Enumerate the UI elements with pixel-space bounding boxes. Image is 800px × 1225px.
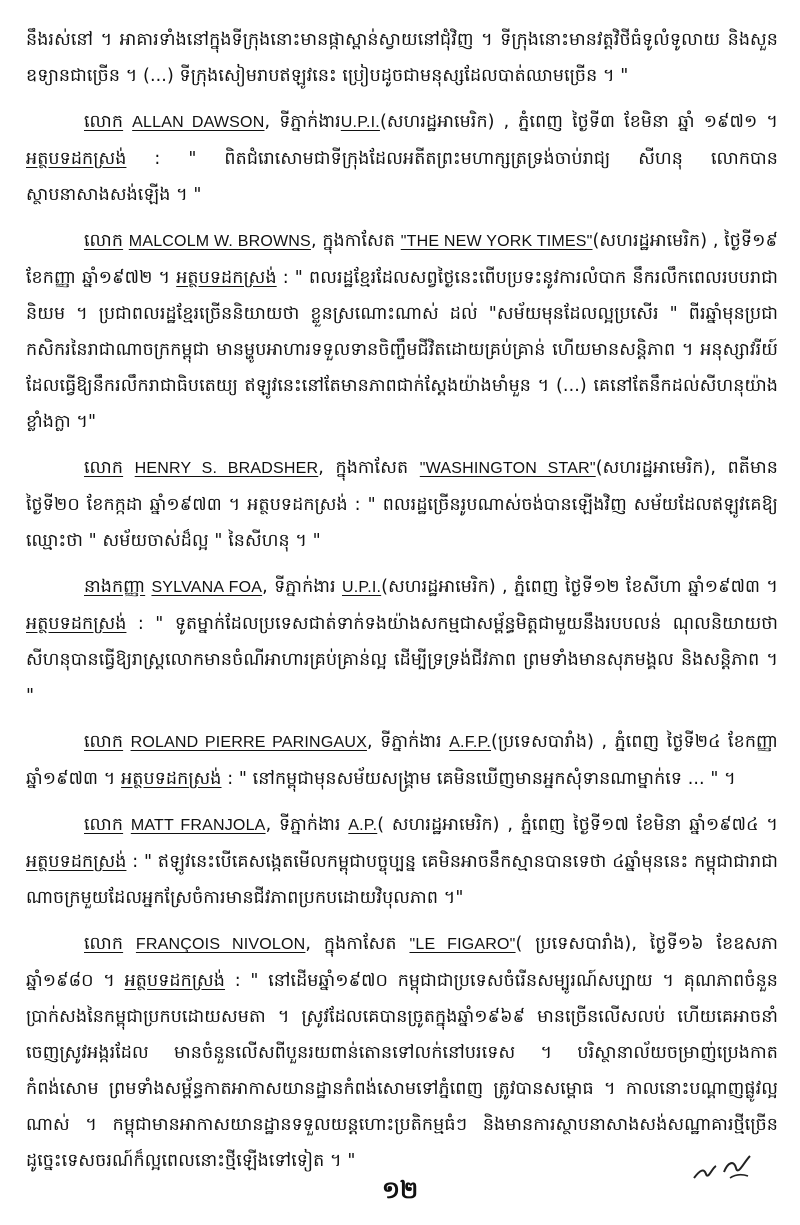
quote-entry bbox=[26, 807, 778, 916]
quote-text: : " ឥឡូវនេះបើគេសង្កេតមើលកម្ពុជាបច្ចុប្បន្ន គេមិនអាចនឹកស្មានបានទេថា ៤ឆ្នាំមុននេះ កម្ពុជាជារាជាណាចក្រមួយដែលអ្នកស្រែចំការមានជីវភាពប្រកបដោយវិបុលភាព ។" bbox=[26, 852, 778, 908]
organization-name: "WASHINGTON STAR" bbox=[419, 460, 596, 477]
entry-title: លោក bbox=[84, 112, 124, 132]
org-prefix: ក្នុងកាសែត bbox=[323, 934, 397, 954]
entry-separator: , bbox=[305, 934, 312, 954]
entry-separator: , bbox=[310, 231, 317, 251]
journalist-name: MATT FRANJOLA bbox=[130, 817, 266, 834]
organization-name: A.P. bbox=[348, 817, 378, 834]
quote-text: : " នៅដើមឆ្នាំ១៩៧០ កម្ពុជាជាប្រទេសចំរើនសម្បូរណ៍សប្បាយ ។ គុណភាពចំនួនប្រាក់សងនៃកម្ពុជាប្រកបដោយសមតា ។ ស្រូវដែលគេបានច្រូតក្នុងឆ្នាំ១៩៦៩ មានច្រើនលើសលប់ ហើយគេអាចនាំចេញស្រូវអង្ករដែល មានចំនួនលើសពីបួនរយពាន់តោនទៅលក់នៅបរទេស ។ បរិស្ថានាល័យចម្រាញ់ប្រេងកាតកំពង់សោម ព្រមទាំងសម្ព័ន្ធកាតអាកាសយានដ្ឋានកំពង់សោមទៅភ្នំពេញ ត្រូវបានសម្ពោធ ។ កាលនោះបណ្តាញផ្លូវល្អណាស់ ។ កម្ពុជាមានអាកាសយានដ្ឋានទទួលយន្តហោះប្រតិកម្មធំៗ និងមានការស្ថាបនាសាងសង់សណ្ឋាគារថ្មីច្រើន ដូច្នេះទេសចរណ៍ក៏ល្អពេលនោះថ្មីឡើងទៅទៀត ។ " bbox=[26, 971, 779, 1171]
quote-label: អត្ថបទដកស្រង់ bbox=[176, 268, 277, 288]
organization-name: "THE NEW YORK TIMES" bbox=[400, 233, 593, 250]
quote-text: : " ពលរដ្ឋខ្មែរដែលសព្វថ្ងៃនេះពើបប្រទះនូវការលំបាក នឹករលឹកពេលរបបរាជានិយម ។ ប្រជាពលរដ្ឋខ្មែរច្រើននិយាយថា ខ្លួនស្រណោះណាស់ ដល់ "សម័យមុនដែលល្អប្រសើរ " ពីរឆ្នាំមុនប្រជាកសិករនៃរាជាណាចក្រកម្ពុជា មានម្ហូបអាហារទទួលទានចិញ្ចឹមជីវិតដោយគ្រប់គ្រាន់ ហើយមានសន្តិភាព ។ អនុស្សាវរីយ៍ដែលធ្វើឱ្យនឹករលឹករាជាធិបតេយ្យ ឥឡូវនេះនៅតែមានភាពជាក់ស្តែងយ៉ាងមាំមួន ។ (...) គេនៅតែនឹកដល់សីហនុយ៉ាងខ្លាំងក្លា ។" bbox=[26, 268, 778, 432]
quote-label: អត្ថបទដកស្រង់ bbox=[26, 614, 127, 634]
quote-entry bbox=[26, 104, 778, 213]
quote-entry bbox=[26, 223, 778, 440]
organization-name: U.P.I. bbox=[340, 114, 380, 131]
quote-label: អត្ថបទដកស្រង់ bbox=[26, 149, 127, 169]
quote-label: អត្ថបទដកស្រង់ bbox=[121, 769, 222, 789]
journalist-name: ALLAN DAWSON bbox=[132, 114, 265, 131]
intro-text: នឹងរស់នៅ ។ អាគារទាំងនៅក្នុងទីក្រុងនោះមានផ្កាស្ពាន់ស្វាយនៅជុំវិញ ។ ទីក្រុងនោះមានវត្តវិថីធំទូលំទូលាយ និងសួនឧទ្យានជាច្រើន ។ (...) ទីក្រុងសៀមរាបឥឡូវនេះ ប្រៀបដូចជាមនុស្សដែលបាត់ឈាមច្រើន ។ " bbox=[26, 30, 778, 86]
document-body bbox=[26, 22, 778, 1189]
journalist-name: FRANÇOIS NIVOLON bbox=[135, 936, 306, 953]
quote-text: : " ទូតម្នាក់ដែលប្រទេសជាត់ទាក់ទងយ៉ាងសកម្មជាសម្ព័ន្ធមិត្តជាមួយនឹងរបបលន់ ណុលនិយាយថា សីហនុបានធ្វើឱ្យរាស្ត្រលោកមានចំណីអាហារគ្រប់គ្រាន់ល្អ ដើម្បីទ្រទ្រង់ជីវភាព ព្រមទាំងមានសុភមង្គល និងសន្តិភាព ។ " bbox=[26, 614, 778, 706]
entry-details: (សហរដ្ឋអាមេរិក), ពតីមានថ្ងៃទី២០ ខែកក្កដា ឆ្នាំ១៩៧៣ ។ bbox=[26, 458, 778, 515]
page-number: ១២ bbox=[381, 1176, 419, 1204]
journalist-name: HENRY S. BRADSHER bbox=[134, 460, 319, 477]
entry-separator: , bbox=[265, 815, 272, 835]
entry-details: (សហរដ្ឋអាមេរិក) , ភ្នំពេញ ថ្ងៃទី១២ ខែសីហា ឆ្នាំ១៩៧៣ ។ bbox=[381, 577, 779, 597]
journalist-name: SYLVANA FOA bbox=[151, 579, 263, 596]
org-prefix: ទីភ្នាក់ងារ bbox=[279, 112, 341, 132]
entry-separator: , bbox=[262, 577, 268, 597]
org-prefix: ទីភ្នាក់ងារ bbox=[278, 815, 341, 835]
quote-text: : " ពលរដ្ឋច្រើនរូបណាស់ចង់បានឡើងវិញ សម័យដែលឥឡូវគេឱ្យឈ្មោះថា " សម័យចាស់ដ៏ល្អ " នៃសីហនុ ។ " bbox=[26, 495, 778, 551]
quote-label: អត្ថបទដកស្រង់ bbox=[247, 495, 348, 515]
entry-title: លោក bbox=[84, 934, 124, 954]
quote-label: អត្ថបទដកស្រង់ bbox=[124, 971, 226, 991]
entry-separator: , bbox=[264, 112, 271, 132]
entry-details: ( សហរដ្ឋអាមេរិក) , ភ្នំពេញ ថ្ងៃទី១៧ ខែមិនា ឆ្នាំ១៩៧៤ ។ bbox=[377, 815, 778, 835]
organization-name: "LE FIGARO" bbox=[409, 936, 516, 953]
quote-entry bbox=[26, 569, 778, 714]
quote-entry bbox=[26, 926, 778, 1179]
entry-title: លោក bbox=[84, 732, 124, 752]
entry-separator: , bbox=[318, 458, 324, 478]
entry-title: លោក bbox=[84, 458, 124, 478]
entry-title: នាងកញ្ញា bbox=[84, 577, 146, 597]
entry-title: លោក bbox=[84, 815, 124, 835]
org-prefix: ក្នុងកាសែត bbox=[335, 458, 409, 478]
quote-entry bbox=[26, 724, 778, 797]
entry-details: ( ប្រទេសបារាំង), ថ្ងៃទី១៦ ខែឧសភា ឆ្នាំ១៩៨០ ។ bbox=[26, 934, 778, 991]
quote-text: : " ពិតជំរោសោមជាទីក្រុងដែលអតីតព្រះមហាក្សត្រទ្រង់ចាប់រាជ្យ សីហនុ លោកបានស្ថាបនាសាងសង់ឡើង ។ " bbox=[26, 149, 778, 205]
quote-text: : " នៅកម្ពុជាមុនសម័យសង្គ្រាម គេមិនឃើញមានអ្នកសុំទានណាម្នាក់ទេ ... " ។ bbox=[227, 769, 736, 789]
journalist-name: MALCOLM W. BROWNS bbox=[128, 233, 311, 250]
organization-name: U.P.I. bbox=[341, 579, 382, 596]
quote-entry bbox=[26, 450, 778, 559]
entry-details: (ប្រទេសបារាំង) , ភ្នំពេញ ថ្ងៃទី២៤ ខែកញ្ញា ឆ្នាំ១៩៧៣ ។ bbox=[26, 732, 778, 789]
entry-details: (សហរដ្ឋអាមេរិក) , ភ្នំពេញ ថ្ងៃទី៣ ខែមិនា ឆ្នាំ ១៩៧១ ។ bbox=[379, 112, 779, 132]
org-prefix: ទីភ្នាក់ងារ bbox=[274, 577, 336, 597]
journalist-name: ROLAND PIERRE PARINGAUX bbox=[130, 734, 367, 751]
organization-name: A.F.P. bbox=[449, 734, 492, 751]
org-prefix: ទីភ្នាក់ងារ bbox=[380, 732, 442, 752]
org-prefix: ក្នុងកាសែត bbox=[322, 231, 396, 251]
quote-label: អត្ថបទដកស្រង់ bbox=[26, 852, 127, 872]
entry-title: លោក bbox=[84, 231, 124, 251]
entry-separator: , bbox=[366, 732, 373, 752]
intro-paragraph bbox=[26, 22, 778, 94]
entry-details: (សហរដ្ឋអាមេរិក) , ថ្ងៃទី១៩ ខែកញ្ញា ឆ្នាំ១៩៧២ ។ bbox=[26, 231, 778, 288]
